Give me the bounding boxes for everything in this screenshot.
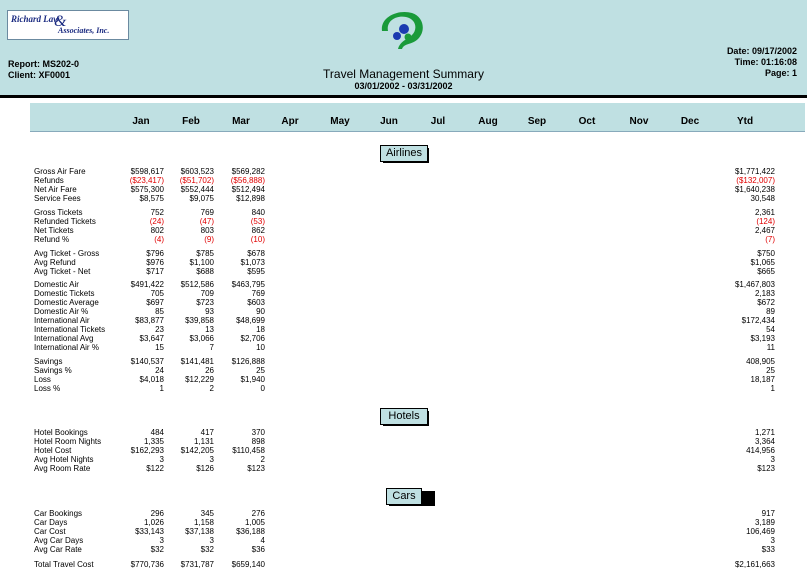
cell-jan: $140,537 (130, 357, 164, 366)
cell-mar: $126,888 (231, 357, 265, 366)
cell-mar: 90 (256, 307, 265, 316)
cell-mar: $123 (247, 464, 265, 473)
section-cars: Cars (386, 488, 422, 505)
cell-jan: $697 (146, 298, 164, 307)
cell-feb: $37,138 (185, 527, 214, 536)
cell-jan: 23 (155, 325, 164, 334)
cell-mar: $36,188 (236, 527, 265, 536)
row-label: Avg Car Rate (34, 545, 82, 554)
cell-ytd: 3 (770, 536, 775, 545)
cell-ytd: 1 (770, 384, 775, 393)
row-label: Gross Air Fare (34, 167, 86, 176)
cell-jan: $3,647 (139, 334, 164, 343)
cell-feb: 13 (205, 325, 214, 334)
cell-feb: $512,586 (180, 280, 214, 289)
row-label: Avg Ticket - Net (34, 267, 91, 276)
company-logo-icon (378, 9, 428, 51)
cell-mar: 2 (260, 455, 265, 464)
row-label: Hotel Bookings (34, 428, 88, 437)
cell-jan: 3 (159, 455, 164, 464)
row-label: Gross Tickets (34, 208, 83, 217)
row-label: Hotel Cost (34, 446, 72, 455)
row-label: Avg Room Rate (34, 464, 91, 473)
cell-ytd: 917 (761, 509, 775, 518)
cell-mar: $569,282 (231, 167, 265, 176)
cell-jan: $796 (146, 249, 164, 258)
cell-feb: $603,523 (180, 167, 214, 176)
cell-feb: (9) (204, 235, 214, 244)
row-label: Savings (34, 357, 63, 366)
cell-jan: 1 (159, 384, 164, 393)
cell-mar: $48,699 (236, 316, 265, 325)
cell-jan: $4,018 (139, 375, 164, 384)
cell-mar: $603 (247, 298, 265, 307)
cell-ytd: 11 (766, 343, 775, 352)
report-id: Report: MS202-0 (8, 59, 80, 69)
cell-mar: (10) (250, 235, 265, 244)
cell-jan: $976 (146, 258, 164, 267)
row-label: Avg Hotel Nights (34, 455, 94, 464)
row-label: Hotel Room Nights (34, 437, 102, 446)
header-divider (0, 95, 807, 98)
month-header-jun: Jun (380, 116, 398, 127)
cell-feb: 26 (205, 366, 214, 375)
cell-jan: $122 (146, 464, 164, 473)
cell-feb: $688 (196, 267, 214, 276)
cell-jan: $491,422 (130, 280, 164, 289)
cell-ytd: 2,361 (754, 208, 775, 217)
cell-feb: 1,158 (193, 518, 214, 527)
cell-feb: 7 (209, 343, 214, 352)
section-hotels: Hotels (380, 408, 428, 425)
cell-jan: 1,026 (143, 518, 164, 527)
cell-jan: $770,736 (130, 560, 164, 569)
row-label: Avg Refund (34, 258, 76, 267)
cell-feb: $126 (196, 464, 214, 473)
row-label: Refunded Tickets (34, 217, 96, 226)
cell-ytd: 414,956 (746, 446, 775, 455)
month-header-feb: Feb (182, 116, 200, 127)
month-header-mar: Mar (232, 116, 250, 127)
cell-feb: $3,066 (189, 334, 214, 343)
cell-ytd: 3,364 (754, 437, 775, 446)
cell-feb: $552,444 (180, 185, 214, 194)
row-label: Avg Ticket - Gross (34, 249, 100, 258)
cell-mar: $12,898 (236, 194, 265, 203)
cell-mar: 1,005 (244, 518, 265, 527)
row-label: Loss (34, 375, 51, 384)
client-id: Client: XF0001 (8, 70, 71, 80)
cell-ytd: 25 (766, 366, 775, 375)
cell-mar: $659,140 (231, 560, 265, 569)
cell-jan: 484 (150, 428, 164, 437)
cell-mar: 276 (251, 509, 265, 518)
cell-ytd: (7) (765, 235, 775, 244)
row-label: Car Days (34, 518, 68, 527)
cell-ytd: (124) (756, 217, 775, 226)
cell-ytd: $2,161,663 (734, 560, 775, 569)
cell-ytd: $3,193 (750, 334, 775, 343)
row-label: Car Bookings (34, 509, 83, 518)
cell-feb: 93 (205, 307, 214, 316)
report-page: Page: 1 (764, 68, 797, 78)
row-label: International Air (34, 316, 90, 325)
row-label: International Air % (34, 343, 99, 352)
cell-mar: 10 (256, 343, 265, 352)
cell-mar: $678 (247, 249, 265, 258)
cell-feb: (47) (199, 217, 214, 226)
row-label: Net Air Fare (34, 185, 77, 194)
report-date: Date: 09/17/2002 (726, 46, 797, 56)
month-header-nov: Nov (629, 116, 649, 127)
cell-feb: $32 (200, 545, 214, 554)
row-label: Domestic Air (34, 280, 79, 289)
cell-ytd: $665 (757, 267, 775, 276)
logo-name: Richard Law (11, 14, 60, 24)
cell-mar: $2,706 (240, 334, 265, 343)
cell-jan: 24 (155, 366, 164, 375)
cell-feb: 417 (200, 428, 214, 437)
cell-feb: $723 (196, 298, 214, 307)
cell-ytd: 2,183 (754, 289, 775, 298)
cell-ytd: $33 (761, 545, 775, 554)
cell-jan: $162,293 (130, 446, 164, 455)
row-label: Total Travel Cost (34, 560, 94, 569)
cell-feb: 2 (209, 384, 214, 393)
row-label: Domestic Average (34, 298, 99, 307)
cell-mar: 4 (260, 536, 265, 545)
cell-feb: 345 (200, 509, 214, 518)
cell-mar: 370 (251, 428, 265, 437)
month-header-dec: Dec (680, 116, 700, 127)
cell-feb: $9,075 (189, 194, 214, 203)
cell-jan: ($23,417) (129, 176, 164, 185)
month-header-jul: Jul (430, 116, 446, 127)
cell-jan: 3 (159, 536, 164, 545)
cell-mar: $595 (247, 267, 265, 276)
cell-ytd: 1,271 (754, 428, 775, 437)
cell-jan: 15 (155, 343, 164, 352)
cell-mar: $463,795 (231, 280, 265, 289)
cell-feb: $1,100 (189, 258, 214, 267)
cell-jan: 802 (150, 226, 164, 235)
row-label: Refunds (34, 176, 64, 185)
report-title: Travel Management Summary (323, 67, 484, 81)
report-time: Time: 01:16:08 (734, 57, 797, 67)
cell-mar: (53) (250, 217, 265, 226)
cell-ytd: $750 (757, 249, 775, 258)
cell-ytd: 18,187 (750, 375, 775, 384)
cell-ytd: 89 (766, 307, 775, 316)
cell-feb: 709 (200, 289, 214, 298)
cell-mar: $110,458 (232, 446, 265, 455)
cell-feb: ($51,702) (179, 176, 214, 185)
month-header-apr: Apr (281, 116, 299, 127)
month-header-aug: Aug (478, 116, 498, 127)
row-label: Avg Car Days (34, 536, 84, 545)
row-label: Loss % (34, 384, 61, 393)
cell-mar: 862 (251, 226, 265, 235)
cell-ytd: $1,065 (750, 258, 775, 267)
cell-mar: 769 (251, 289, 265, 298)
cell-jan: $83,877 (135, 316, 164, 325)
cell-ytd: 408,905 (746, 357, 775, 366)
cell-jan: $575,300 (130, 185, 164, 194)
cell-jan: $33,143 (135, 527, 164, 536)
cell-ytd: $1,771,422 (734, 167, 775, 176)
cell-feb: $785 (196, 249, 214, 258)
section-airlines: Airlines (380, 145, 428, 162)
cell-feb: 803 (200, 226, 214, 235)
cell-jan: 705 (150, 289, 164, 298)
cell-jan: $717 (146, 267, 164, 276)
cell-jan: (24) (149, 217, 164, 226)
cell-jan: 85 (155, 307, 164, 316)
row-label: International Tickets (34, 325, 106, 334)
cell-jan: $8,575 (139, 194, 164, 203)
cell-feb: $141,481 (180, 357, 214, 366)
row-label: Savings % (34, 366, 72, 375)
row-label: Domestic Tickets (34, 289, 95, 298)
cell-mar: 0 (260, 384, 265, 393)
row-label: International Avg (34, 334, 94, 343)
row-label: Net Tickets (34, 226, 74, 235)
cell-ytd: $172,434 (741, 316, 775, 325)
cell-ytd: 3,189 (754, 518, 775, 527)
report-header (0, 0, 807, 95)
cell-ytd: ($132,007) (736, 176, 775, 185)
company-logo (7, 10, 129, 40)
cell-ytd: 3 (770, 455, 775, 464)
cell-ytd: 106,469 (746, 527, 775, 536)
cell-ytd: $1,467,803 (734, 280, 775, 289)
cell-mar: 898 (251, 437, 265, 446)
cell-mar: 18 (256, 325, 265, 334)
month-header-ytd: Ytd (736, 116, 754, 127)
cell-feb: $142,205 (180, 446, 214, 455)
cell-ytd: $672 (757, 298, 775, 307)
logo-ampersand: & (54, 13, 67, 30)
cell-jan: (4) (154, 235, 164, 244)
cell-feb: 1,131 (193, 437, 214, 446)
cell-mar: $36 (251, 545, 265, 554)
cell-mar: $1,940 (240, 375, 265, 384)
row-label: Domestic Air % (34, 307, 89, 316)
cell-jan: 752 (150, 208, 164, 217)
cell-ytd: 2,467 (754, 226, 775, 235)
cell-mar: 840 (251, 208, 265, 217)
cell-feb: $12,229 (185, 375, 214, 384)
logo-suffix: Associates, Inc. (58, 26, 110, 35)
cell-feb: 769 (200, 208, 214, 217)
cell-mar: $1,073 (240, 258, 265, 267)
cell-mar: ($56,888) (230, 176, 265, 185)
month-header-oct: Oct (578, 116, 596, 127)
cell-ytd: 30,548 (750, 194, 775, 203)
cell-jan: 1,335 (143, 437, 164, 446)
row-label: Car Cost (34, 527, 66, 536)
cell-ytd: $1,640,238 (734, 185, 775, 194)
report-date-range: 03/01/2002 - 03/31/2002 (354, 81, 453, 91)
cell-jan: $32 (150, 545, 164, 554)
cell-jan: 296 (150, 509, 164, 518)
row-label: Refund % (34, 235, 70, 244)
month-header-jan: Jan (132, 116, 150, 127)
cell-mar: 25 (256, 366, 265, 375)
cell-feb: 3 (209, 536, 214, 545)
cell-ytd: 54 (766, 325, 775, 334)
cell-jan: $598,617 (130, 167, 164, 176)
cell-mar: $512,494 (231, 185, 265, 194)
cell-feb: $39,858 (185, 316, 214, 325)
month-header-may: May (330, 116, 350, 127)
cell-feb: $731,787 (180, 560, 214, 569)
cell-feb: 3 (209, 455, 214, 464)
month-header-sep: Sep (527, 116, 547, 127)
row-label: Service Fees (34, 194, 81, 203)
cell-ytd: $123 (757, 464, 775, 473)
